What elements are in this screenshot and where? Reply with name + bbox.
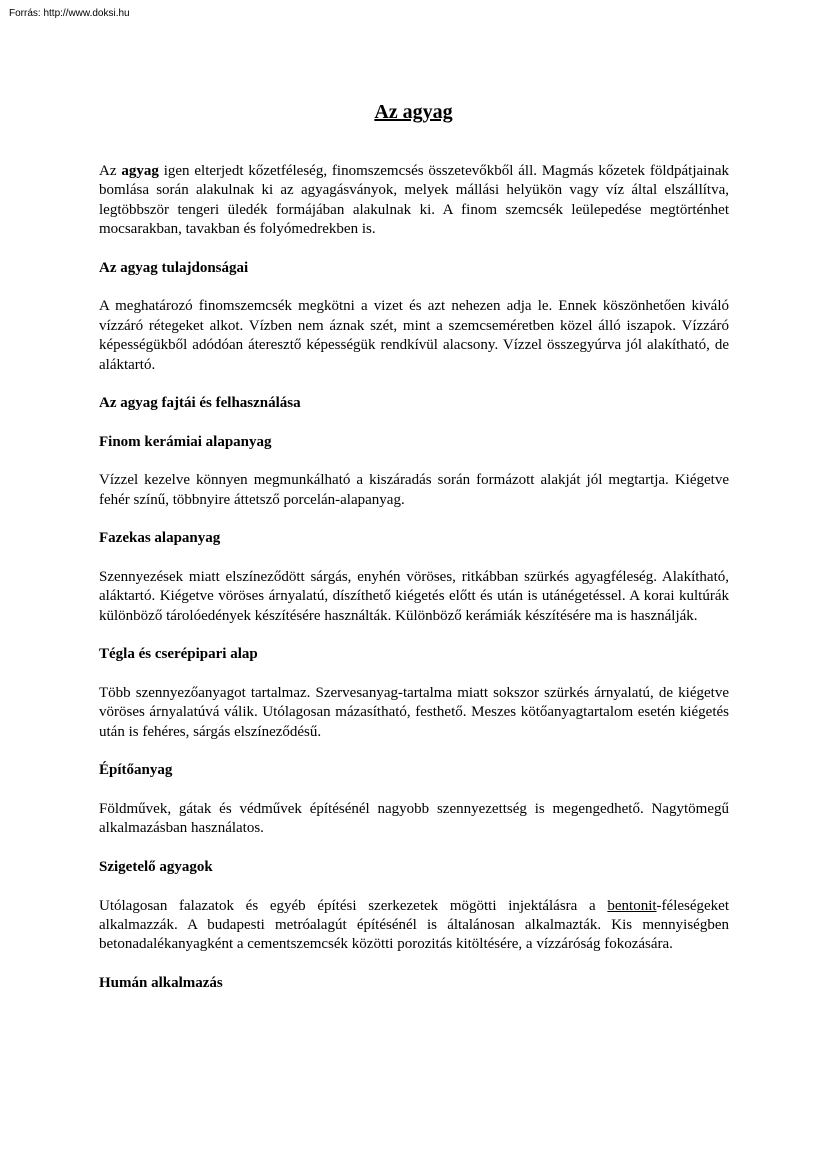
brick-heading: Tégla és cserépipari alap (99, 646, 258, 663)
insulating-prefix: Utólagosan falazatok és egyéb építési szerkezetek mögötti injektálásra a (99, 897, 608, 914)
building-paragraph: Földművek, gátak és védművek építésénél nagyobb szennyezettség is megengedhető. Nagytömegű alkalmazásban használatos. (99, 801, 729, 837)
bentonit-link[interactable]: bentonit (607, 897, 657, 914)
pottery-heading: Fazekas alapanyag (99, 530, 221, 547)
types-heading: Az agyag fajtái és felhasználása (99, 395, 301, 412)
page-title: Az agyag (374, 101, 453, 123)
intro-prefix: Az (99, 163, 122, 179)
source-url-text: Forrás: http://www.doksi.hu (9, 8, 130, 19)
insulating-heading: Szigetelő agyagok (99, 859, 213, 875)
human-heading: Humán alkalmazás (99, 975, 223, 991)
document-body (99, 162, 729, 993)
pottery-paragraph: Szennyezések miatt elszíneződött sárgás, enyhén vöröses, ritkábban szürkés agyagféleség. Alakítható, aláktartó. Kiégetve vöröses árnyalatú, díszíthető kiégetés előtt és után is utánégetéssel. A korai kultúrák különböző tárolóedények készítésére használták. Különböző kerámiák készítésére ma is használják. (99, 569, 729, 624)
insulating-rest: -féleségeket alkalmazzák. A budapesti metróalagút építésénél is általánosan alkalmazták. Kis mennyiségben betonadalékanyagként a cementszemcsék közötti porozitás kitöltésére, a vízzáróság fokozására. (99, 897, 729, 953)
brick-paragraph: Több szennyezőanyagot tartalmaz. Szervesanyag-tartalma miatt sokszor szürkés árnyalatú, de kiégetve vöröses árnyalatúvá válik. Utólagosan mázasítható, festhető. Meszes kötőanyagtartalom esetén kiégetés után is fehéres, sárgás elszíneződésű. (99, 685, 729, 740)
ceramic-heading: Finom kerámiai alapanyag (99, 433, 272, 450)
intro-rest: igen elterjedt kőzetféleség, finomszemcsés összetevőkből áll. Magmás kőzetek földpátjainak bomlása során alakulnak ki az agyagásványok, melyek mállási helyükön vagy víz által elszállítva, legtöbbször tengeri üledék formájában alakulnak ki. A finom szemcsék leülepedése megtörténhet mocsarakban, tavakban és folyómedrekben is. (99, 163, 729, 238)
properties-paragraph: A meghatározó finomszemcsék megkötni a vizet és azt nehezen adja le. Ennek köszönhetően kiváló vízzáró rétegeket alkot. Vízben nem áznak szét, mint a szemcseméretben közel álló iszapok. Vízzáró képességükből adódóan áteresztő képességük rendkívül alacsony. Vízzel összegyúrva jól alakítható, de aláktartó. (99, 298, 729, 373)
building-heading: Építőanyag (99, 762, 173, 779)
intro-keyword: agyag (121, 163, 159, 179)
ceramic-paragraph: Vízzel kezelve könnyen megmunkálható a kiszáradás során formázott alakját jól megtartja. Kiégetve fehér színű, többnyire áttetsző porcelán-alapanyag. (99, 472, 729, 508)
intro-paragraph (99, 162, 729, 240)
properties-heading: Az agyag tulajdonságai (99, 259, 249, 276)
insulating-paragraph (99, 897, 729, 955)
